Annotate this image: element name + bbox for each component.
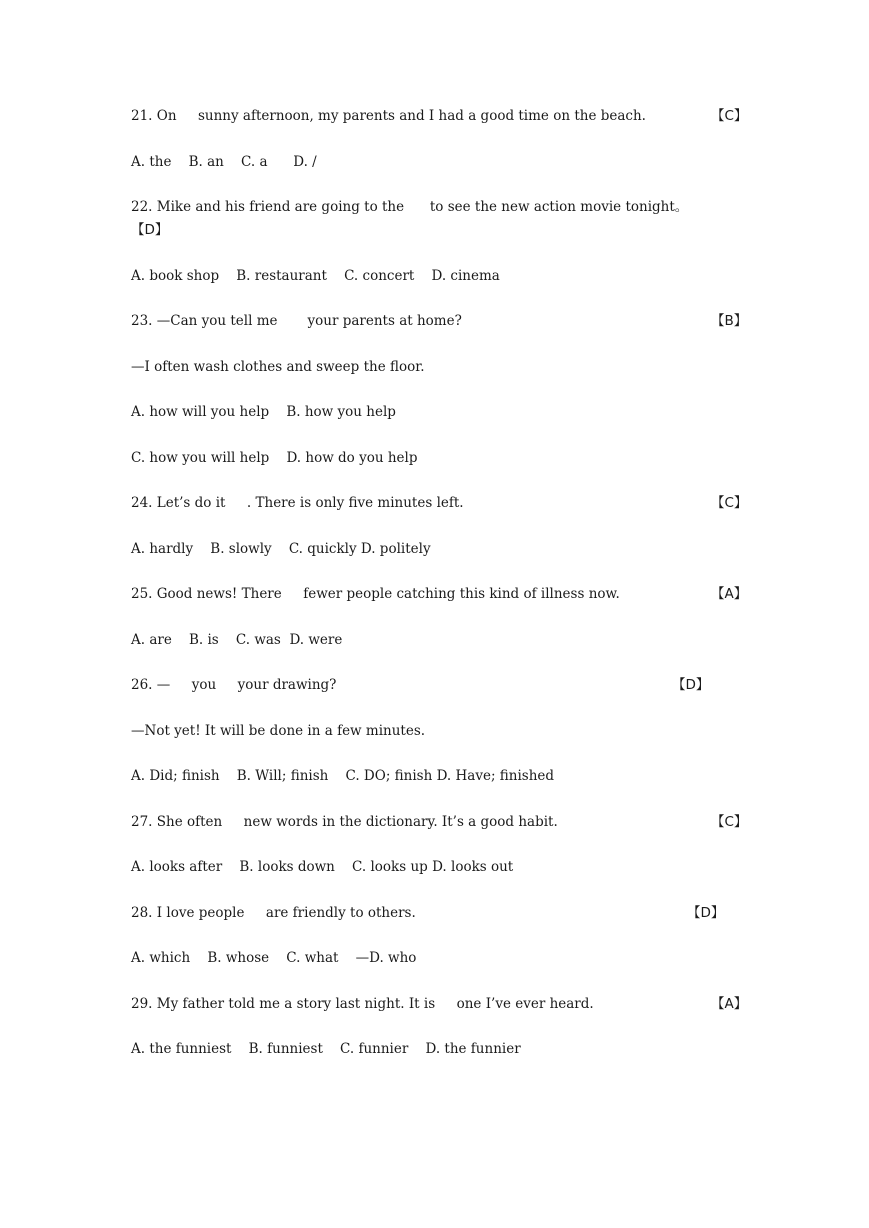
question-29: 29. My father told me a story last night. It is one I’ve ever heard. xyxy=(131,996,594,1012)
answer-29: 【A】 xyxy=(711,996,748,1012)
answer-21: 【C】 xyxy=(711,108,748,124)
question-21: 21. On sunny afternoon, my parents and I had a good time on the beach. xyxy=(131,108,646,124)
options-24: A. hardly B. slowly C. quickly D. politely xyxy=(131,541,431,557)
question-27: 27. She often new words in the dictionary. It’s a good habit. xyxy=(131,814,558,830)
question-24: 24. Let’s do it . There is only five minutes left. xyxy=(131,495,464,511)
answer-24: 【C】 xyxy=(711,495,748,511)
options-21: A. the B. an C. a D. / xyxy=(131,154,317,170)
options-23-ab: A. how will you help B. how you help xyxy=(131,404,396,420)
question-26: 26. — you your drawing? xyxy=(131,677,337,693)
question-22: 22. Mike and his friend are going to the to see the new action movie tonight。 xyxy=(131,199,689,215)
options-27: A. looks after B. looks down C. looks up D. looks out xyxy=(131,859,514,875)
answer-23: 【B】 xyxy=(711,313,748,329)
options-29: A. the funniest B. funniest C. funnier D. the funnier xyxy=(131,1041,521,1057)
answer-25: 【A】 xyxy=(711,586,748,602)
dialogue-reply-23: —I often wash clothes and sweep the floor. xyxy=(131,359,425,375)
options-22: A. book shop B. restaurant C. concert D. cinema xyxy=(131,268,500,284)
answer-22: 【D】 xyxy=(131,222,169,238)
question-23: 23. —Can you tell me your parents at home? xyxy=(131,313,462,329)
options-28: A. which B. whose C. what —D. who xyxy=(131,950,417,966)
question-25: 25. Good news! There fewer people catching this kind of illness now. xyxy=(131,586,620,602)
options-23-cd: C. how you will help D. how do you help xyxy=(131,450,418,466)
answer-26: 【D】 xyxy=(672,677,710,693)
question-28: 28. I love people are friendly to others. xyxy=(131,905,416,921)
dialogue-reply-26: —Not yet! It will be done in a few minutes. xyxy=(131,723,426,739)
options-25: A. are B. is C. was D. were xyxy=(131,632,343,648)
options-26: A. Did; finish B. Will; finish C. DO; finish D. Have; finished xyxy=(131,768,555,784)
answer-28: 【D】 xyxy=(687,905,725,921)
answer-27: 【C】 xyxy=(711,814,748,830)
